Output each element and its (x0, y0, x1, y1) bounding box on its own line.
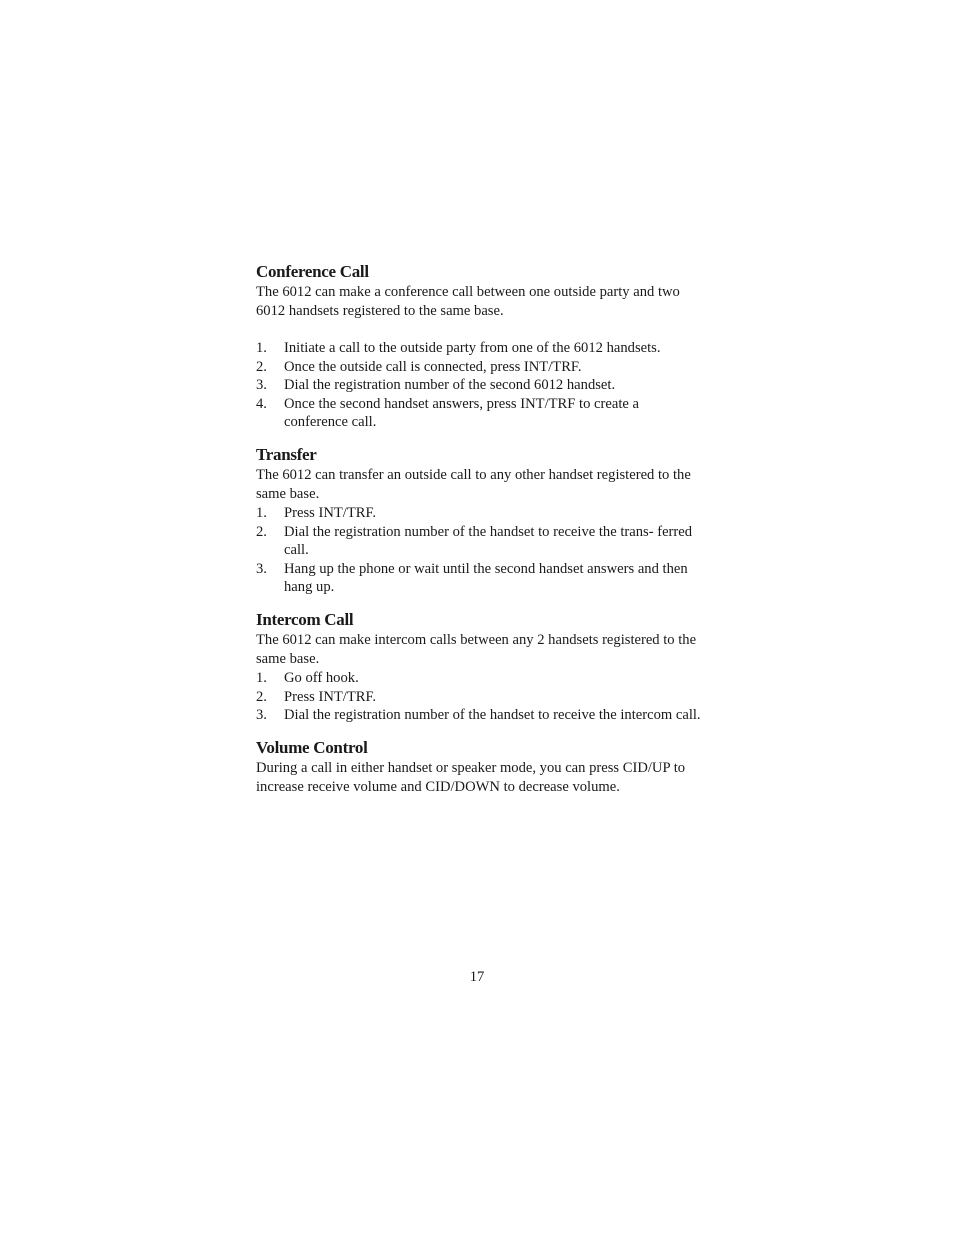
section-transfer (256, 444, 702, 597)
section-heading: Transfer (256, 444, 317, 464)
list-item (256, 395, 702, 432)
page-number: 17 (469, 969, 485, 985)
step-number: 3. (256, 707, 267, 724)
list-item (256, 339, 702, 358)
step-text: Hang up the phone or wait until the second handset answers and then hang up. (284, 560, 688, 596)
section-intro: The 6012 can make a conference call between one outside party and two 6012 handsets registered to the same base. (256, 284, 680, 319)
list-item (256, 358, 702, 377)
list-item (256, 706, 702, 725)
step-list (256, 339, 702, 432)
section-intro: During a call in either handset or speaker mode, you can press CID/UP to increase receive volume and CID/DOWN to decrease volume. (256, 759, 686, 795)
step-number: 1. (256, 504, 267, 521)
step-text: Go off hook. (284, 669, 359, 686)
step-number: 2. (256, 523, 267, 540)
step-list (256, 669, 702, 725)
step-text: Dial the registration number of the second 6012 handset. (284, 377, 616, 394)
step-number: 3. (256, 560, 267, 577)
section-heading: Conference Call (256, 262, 369, 281)
step-number: 2. (256, 358, 267, 375)
step-number: 3. (256, 377, 267, 394)
step-number: 2. (256, 688, 267, 705)
section-intercom-call (256, 609, 702, 725)
list-item (256, 376, 702, 395)
step-text: Once the outside call is connected, press INT/TRF. (284, 358, 582, 375)
manual-page-content (256, 261, 702, 809)
section-heading: Intercom Call (256, 609, 354, 629)
step-text: Once the second handset answers, press INT/TRF to create a conference call. (284, 395, 639, 431)
step-number: 1. (256, 669, 267, 686)
step-list (256, 504, 702, 597)
section-conference-call (256, 261, 702, 432)
step-text: Press INT/TRF. (284, 688, 377, 705)
list-item (256, 523, 702, 560)
step-number: 4. (256, 395, 267, 412)
step-number: 1. (256, 340, 267, 356)
list-item (256, 688, 702, 707)
step-text: Press INT/TRF. (284, 504, 377, 521)
section-volume-control (256, 737, 702, 797)
list-item (256, 504, 702, 523)
list-item (256, 669, 702, 688)
section-intro: The 6012 can transfer an outside call to any other handset registered to the same base. (256, 466, 691, 502)
section-intro: The 6012 can make intercom calls between any 2 handsets registered to the same base. (256, 631, 697, 667)
step-text: Initiate a call to the outside party from one of the 6012 handsets. (284, 340, 661, 356)
step-text: Dial the registration number of the handset to receive the trans- ferred call. (284, 523, 693, 559)
list-item (256, 560, 702, 597)
section-heading: Volume Control (256, 737, 368, 757)
step-text: Dial the registration number of the handset to receive the intercom call. (284, 707, 701, 724)
